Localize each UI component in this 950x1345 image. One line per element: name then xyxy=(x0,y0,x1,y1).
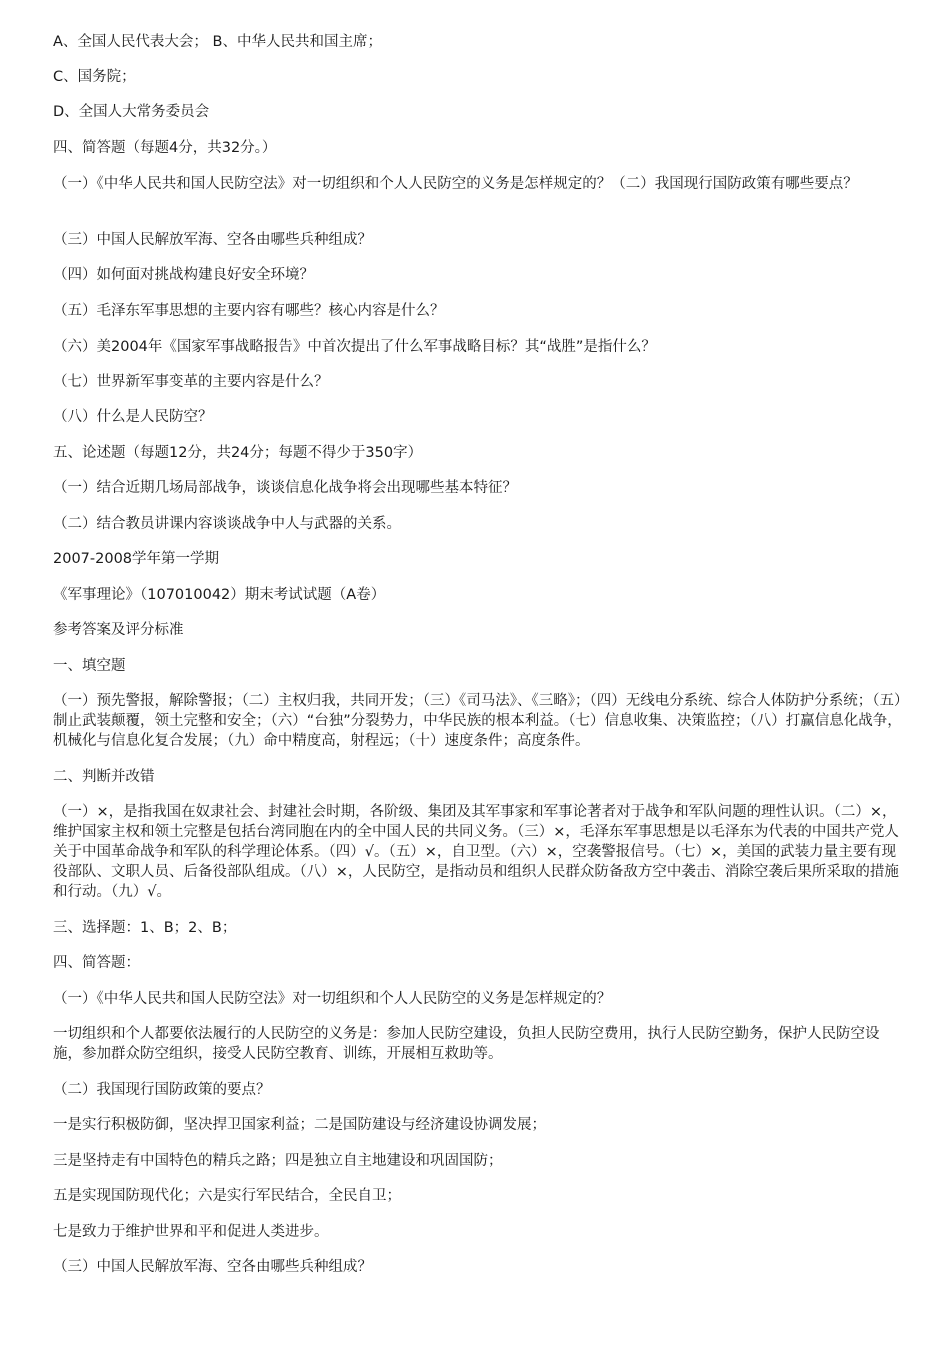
option-d: D、全国人大常务委员会 xyxy=(53,104,210,120)
question-paragraph: （五）毛泽东军事思想的主要内容有哪些？核心内容是什么？ xyxy=(53,303,445,319)
question-paragraph: （八）什么是人民防空？ xyxy=(53,409,213,425)
answer-paragraph: 三是坚持走有中国特色的精兵之路；四是独立自主地建设和巩固国防； xyxy=(53,1153,503,1169)
section-heading-choice: 三、选择题：1、B；2、B； xyxy=(53,920,237,936)
exam-title: 《军事理论》（107010042）期末考试试题（A卷） xyxy=(53,587,386,603)
question-paragraph: （一）《中华人民共和国人民防空法》对一切组织和个人人民防空的义务是怎样规定的？ xyxy=(53,991,612,1007)
option-a-b: A、全国人民代表大会； B、中华人民共和国主席； xyxy=(53,34,382,50)
question-paragraph: （三）中国人民解放军海、空各由哪些兵种组成？ xyxy=(53,232,372,248)
question-paragraph: （七）世界新军事变革的主要内容是什么？ xyxy=(53,374,329,390)
answer-key-heading: 参考答案及评分标准 xyxy=(53,622,184,638)
answer-paragraph: 七是致力于维护世界和平和促进人类进步。 xyxy=(53,1224,329,1240)
section-heading-essay: 五、论述题（每题12分，共24分；每题不得少于350字） xyxy=(53,445,423,461)
question-paragraph: （一）结合近期几场局部战争，谈谈信息化战争将会出现哪些基本特征？ xyxy=(53,480,517,496)
answer-paragraph: （一）×，是指我国在奴隶社会、封建社会时期，各阶级、集团及其军事家和军事论著者对于战争和军队问题的理性认识。（二）×，维护国家主权和领土完整是包括台湾同胞在内的全中国人民的共同义务。（三）×，毛泽东军事思想是以毛泽东为代表的中国共产党人关于中国革命战争和军队的科学理论体系。（四）√。（五）×，自卫型。（六）×，空袭警报信号。（七）×，美国的武装力量主要有现役部队、文职人员、后备役部队组成。（八）×，人民防空，是指动员和组织人民群众防备敌方空中袭击、消除空袭后果所采取的措施和行动。（九）√。 xyxy=(53,804,899,900)
option-c: C、国务院； xyxy=(53,69,136,85)
section-heading-short-answer: 四、简答题（每题4分，共32分。） xyxy=(53,140,277,156)
question-paragraph: （一）《中华人民共和国人民防空法》对一切组织和个人人民防空的义务是怎样规定的？（二）我国现行国防政策有哪些要点？ xyxy=(53,176,858,192)
section-heading-short-answer-key: 四、简答题： xyxy=(53,955,140,971)
section-heading-true-false: 二、判断并改错 xyxy=(53,769,155,785)
question-paragraph: （六）美2004年《国家军事战略报告》中首次提出了什么军事战略目标？其“战胜”是指什么？ xyxy=(53,339,656,355)
question-paragraph: （三）中国人民解放军海、空各由哪些兵种组成？ xyxy=(53,1259,372,1275)
section-heading-fill-blank: 一、填空题 xyxy=(53,658,126,674)
answer-paragraph: （一）预先警报，解除警报；（二）主权归我，共同开发；（三）《司马法》、《三略》；（四）无线电分系统、综合人体防护分系统；（五）制止武装颠覆，领土完整和安全；（六）“台独”分裂势力，中华民族的根本利益。（七）信息收集、决策监控；（八）打赢信息化战争，机械化与信息化复合发展；（九）命中精度高，射程远；（十）速度条件；高度条件。 xyxy=(53,693,902,749)
answer-paragraph: 一切组织和个人都要依法履行的人民防空的义务是：参加人民防空建设，负担人民防空费用，执行人民防空勤务，保护人民防空设施，参加群众防空组织，接受人民防空教育、训练，开展相互救助等。 xyxy=(53,1026,880,1062)
question-paragraph: （四）如何面对挑战构建良好安全环境？ xyxy=(53,267,314,283)
question-paragraph: （二）结合教员讲课内容谈谈战争中人与武器的关系。 xyxy=(53,516,401,532)
question-paragraph: （二）我国现行国防政策的要点？ xyxy=(53,1082,271,1098)
answer-paragraph: 一是实行积极防御，坚决捍卫国家利益；二是国防建设与经济建设协调发展； xyxy=(53,1117,546,1133)
semester-line: 2007-2008学年第一学期 xyxy=(53,551,220,567)
answer-paragraph: 五是实现国防现代化；六是实行军民结合，全民自卫； xyxy=(53,1188,401,1204)
